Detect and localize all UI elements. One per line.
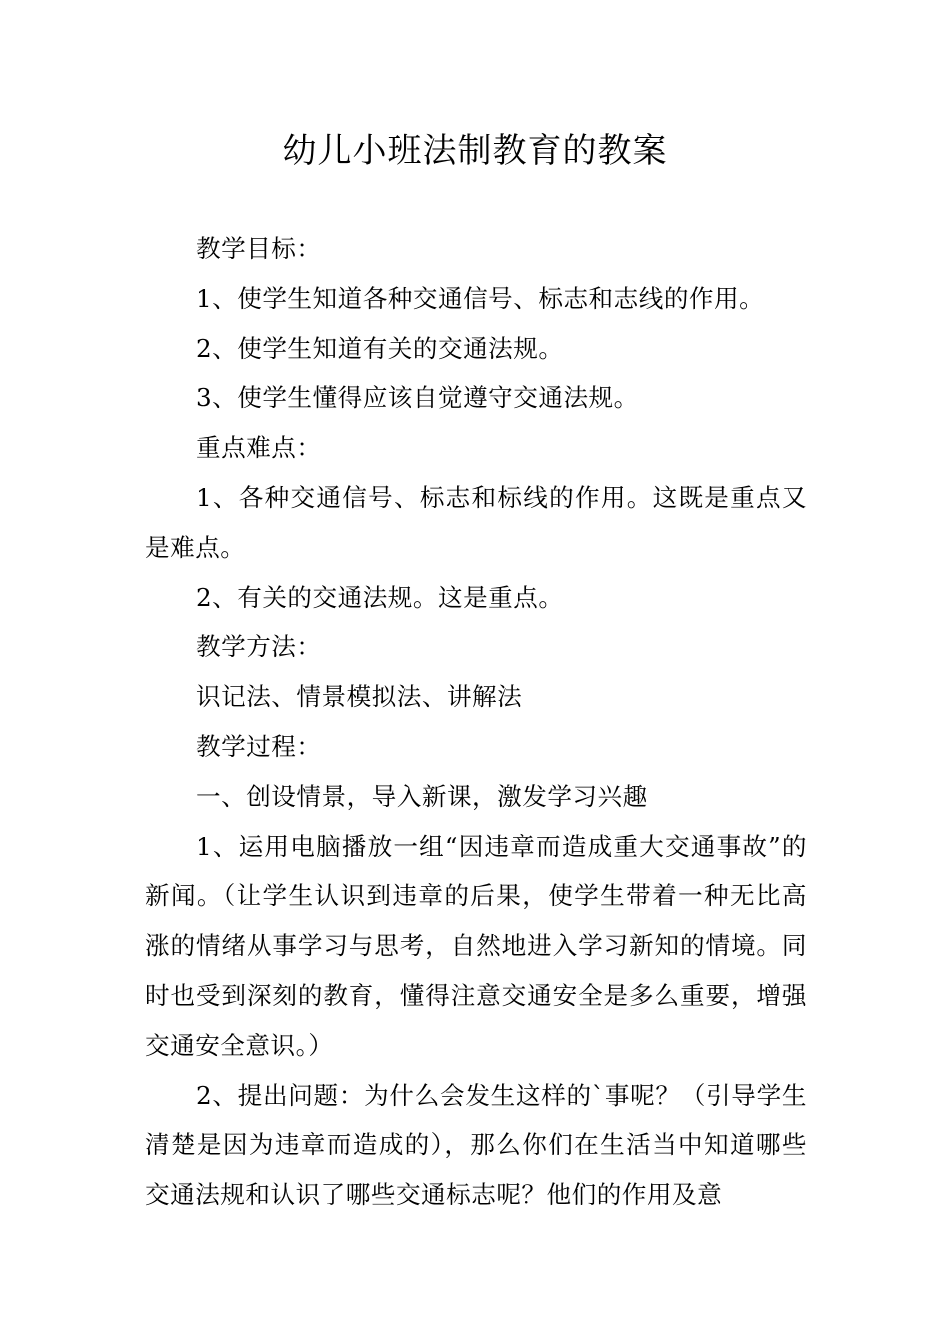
paragraph: 教学过程： [196, 731, 322, 761]
paragraph: 1、各种交通信号、标志和标线的作用。这既是重点又是难点。 [145, 482, 807, 562]
paragraph: 重点难点： [196, 433, 322, 463]
paragraph: 一、创设情景，导入新课，激发学习兴趣 [196, 781, 648, 811]
paragraph: 2、使学生知道有关的交通法规。 [196, 333, 564, 363]
document-title: 幼儿小班法制教育的教案 [282, 131, 668, 171]
paragraph: 1、运用电脑播放一组“因违章而造成重大交通事故”的新闻。（让学生认识到违章的后果，使学生带着一种无比高涨的情绪从事学习与思考，自然地进入学习新知的情境。同时也受到深刻的教育，懂得注意交通安全是多么重要，增强交通安全意识。） [145, 831, 807, 1060]
paragraph: 2、提出问题：为什么会发生这样的`事呢？（引导学生清楚是因为违章而造成的），那么你们在生活当中知道哪些交通法规和认识了哪些交通标志呢？他们的作用及意 [145, 1080, 807, 1210]
paragraph: 识记法、情景模拟法、讲解法 [196, 682, 523, 712]
paragraph: 3、使学生懂得应该自觉遵守交通法规。 [196, 383, 639, 413]
paragraph: 教学目标： [196, 234, 322, 263]
paragraph: 2、有关的交通法规。这是重点。 [196, 582, 564, 612]
paragraph: 1、使学生知道各种交通信号、标志和志线的作用。 [196, 283, 765, 313]
document-body [145, 224, 807, 1220]
paragraph: 教学方法： [196, 632, 322, 662]
